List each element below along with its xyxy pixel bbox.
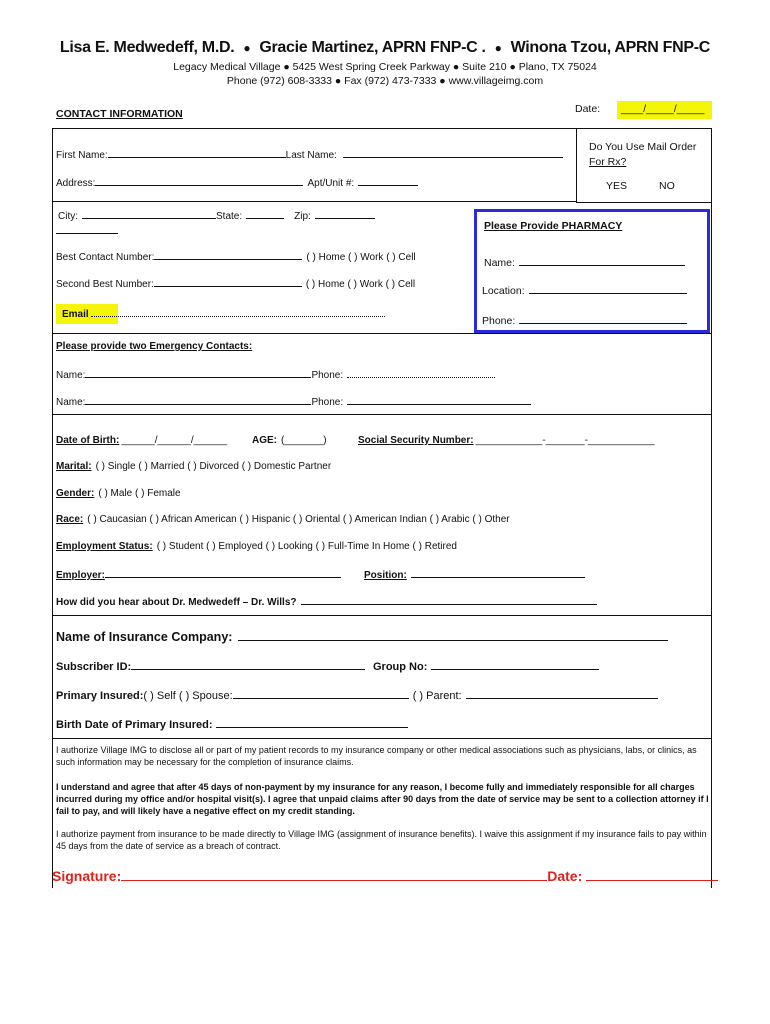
employer-row bbox=[56, 568, 341, 581]
pharmacy-location-row bbox=[482, 284, 687, 297]
zip-label: Zip: bbox=[294, 211, 311, 222]
emergency-phone-label-2: Phone: bbox=[311, 397, 344, 408]
pharmacy-phone-input[interactable] bbox=[519, 314, 687, 324]
border-right bbox=[711, 128, 712, 888]
race-label: Race: bbox=[56, 514, 84, 525]
second-contact-label: Second Best Number: bbox=[56, 279, 154, 290]
apt-label: Apt/Unit #: bbox=[307, 178, 355, 189]
assignment-paragraph: I authorize payment from insurance to be made directly to Village IMG (assignment of insurance benefits). I waive this assignment if my insurance fails to pay within 45 days from the date of service as a breach of contract. bbox=[56, 829, 707, 851]
emergency-name-label-1: Name: bbox=[56, 370, 86, 381]
border-left bbox=[52, 128, 53, 888]
second-contact-input[interactable] bbox=[154, 277, 302, 287]
email-input[interactable] bbox=[91, 307, 385, 317]
provider-name-3: Winona Tzou, APRN FNP-C bbox=[510, 39, 711, 56]
city-cont-input[interactable] bbox=[56, 224, 118, 234]
emergency-row-1 bbox=[56, 368, 495, 381]
mail-order-question-1: Do You Use Mail Order bbox=[589, 141, 697, 153]
best-contact-label: Best Contact Number: bbox=[56, 252, 155, 263]
second-contact-types[interactable]: ( ) Home ( ) Work ( ) Cell bbox=[305, 279, 416, 290]
address-row bbox=[56, 176, 418, 189]
dob-input[interactable]: ______/______/______ bbox=[121, 435, 228, 446]
insurance-company-label: Name of Insurance Company: bbox=[56, 630, 233, 644]
mail-order-question-2: For Rx? bbox=[589, 156, 627, 168]
signature-date-input[interactable] bbox=[586, 868, 718, 881]
date-field[interactable]: ____/_____/_____ bbox=[617, 101, 712, 119]
zip-input[interactable] bbox=[315, 209, 375, 219]
ssn-label: Social Security Number: bbox=[358, 435, 474, 446]
position-label: Position: bbox=[364, 570, 407, 581]
age-label: AGE: bbox=[252, 435, 277, 446]
subscriber-label: Subscriber ID: bbox=[56, 661, 132, 673]
group-input[interactable] bbox=[431, 660, 599, 670]
gender-options[interactable]: ( ) Male ( ) Female bbox=[98, 488, 181, 499]
contact-info-title: CONTACT INFORMATION bbox=[56, 108, 183, 120]
bullet-2: ● bbox=[494, 41, 502, 55]
marital-options[interactable]: ( ) Single ( ) Married ( ) Divorced ( ) Domestic Partner bbox=[95, 461, 332, 472]
dob-row bbox=[56, 435, 227, 446]
group-label: Group No: bbox=[373, 661, 428, 673]
address-label: Address: bbox=[56, 178, 96, 189]
best-contact-input[interactable] bbox=[154, 250, 302, 260]
age-input[interactable]: (_______) bbox=[281, 435, 327, 446]
pharmacy-phone-label: Phone: bbox=[482, 315, 516, 327]
best-contact-row bbox=[56, 250, 416, 263]
email-row bbox=[62, 307, 385, 320]
referral-input[interactable] bbox=[301, 595, 597, 605]
divider-insurance bbox=[52, 738, 712, 739]
pharmacy-phone-row bbox=[482, 314, 687, 327]
primary-self-spouse[interactable]: ( ) Self ( ) Spouse: bbox=[143, 690, 233, 702]
insurance-company-input[interactable] bbox=[238, 629, 668, 641]
race-options[interactable]: ( ) Caucasian ( ) African American ( ) Hispanic ( ) Oriental ( ) American Indian ( ) Arabic ( ) Other bbox=[87, 514, 510, 525]
second-contact-row bbox=[56, 277, 415, 290]
insurance-company-row bbox=[56, 629, 668, 644]
email-label: Email bbox=[62, 309, 89, 320]
pharmacy-title: Please Provide PHARMACY bbox=[484, 220, 623, 232]
provider-names bbox=[0, 39, 770, 57]
emergency-phone-input-2[interactable] bbox=[347, 395, 531, 405]
pharmacy-name-input[interactable] bbox=[519, 256, 685, 266]
emergency-phone-input-1[interactable] bbox=[347, 368, 495, 378]
race-row bbox=[56, 514, 510, 525]
primary-parent[interactable]: ( ) Parent: bbox=[412, 690, 462, 702]
bullet-1: ● bbox=[243, 41, 251, 55]
subscriber-row bbox=[56, 660, 365, 673]
signature-label: Signature: bbox=[52, 868, 122, 884]
first-name-row bbox=[56, 148, 563, 161]
payment-agreement-paragraph: I understand and agree that after 45 days of non-payment by my insurance for any reason, I become fully and immediately responsible for all charges incurred during my office and/or hospital visit(s). I agree that unpaid claims after 90 days from the date of service may be sent to a collection attorney if I fail to pay, and will likely have a negative effect on my credit standing. bbox=[56, 782, 709, 816]
signature-row bbox=[52, 868, 718, 884]
city-cont-row bbox=[56, 224, 118, 237]
emergency-phone-label-1: Phone: bbox=[311, 370, 344, 381]
emergency-name-label-2: Name: bbox=[56, 397, 86, 408]
birth-date-label: Birth Date of Primary Insured: bbox=[56, 719, 213, 731]
emergency-name-input-2[interactable] bbox=[85, 395, 311, 405]
signature-date-label: Date: bbox=[547, 868, 583, 884]
marital-row bbox=[56, 461, 331, 472]
employer-input[interactable] bbox=[105, 568, 341, 578]
best-contact-types[interactable]: ( ) Home ( ) Work ( ) Cell bbox=[306, 252, 416, 263]
age-row bbox=[252, 435, 327, 446]
employment-label: Employment Status: bbox=[56, 541, 153, 552]
mail-order-border-left bbox=[576, 128, 577, 202]
divider-contact bbox=[52, 333, 712, 334]
border-top bbox=[52, 128, 712, 129]
pharmacy-location-label: Location: bbox=[482, 285, 525, 297]
birth-date-input[interactable] bbox=[216, 718, 408, 728]
employer-label: Employer: bbox=[56, 570, 105, 581]
authorization-paragraph: I authorize Village IMG to disclose all or part of my patient records to my insurance company or other medical associations such as physicians, labs, or clinics, as such information may be necessary for the completion of insurance claims. bbox=[56, 745, 697, 767]
subscriber-input[interactable] bbox=[131, 660, 365, 670]
date-label: Date: bbox=[575, 103, 601, 115]
clinic-contact: Phone (972) 608-3333 ● Fax (972) 473-7333 ● www.villageimg.com bbox=[226, 75, 544, 87]
mail-order-border-bottom bbox=[576, 202, 712, 203]
clinic-address: Legacy Medical Village ● 5425 West Spring Creek Parkway ● Suite 210 ● Plano, TX 75024 bbox=[173, 61, 597, 73]
last-name-label: Last Name: bbox=[285, 150, 337, 161]
city-label: City: bbox=[58, 211, 78, 222]
spouse-input[interactable] bbox=[233, 689, 409, 699]
dob-label: Date of Birth: bbox=[56, 435, 120, 446]
position-input[interactable] bbox=[411, 568, 585, 578]
divider-address bbox=[52, 201, 577, 202]
pharmacy-location-input[interactable] bbox=[529, 284, 687, 294]
city-row bbox=[58, 209, 375, 222]
divider-emergency bbox=[52, 414, 712, 415]
employment-options[interactable]: ( ) Student ( ) Employed ( ) Looking ( ) Full-Time In Home ( ) Retired bbox=[156, 541, 457, 552]
divider-demographics bbox=[52, 615, 712, 616]
signature-input[interactable] bbox=[121, 868, 547, 881]
parent-input[interactable] bbox=[466, 689, 658, 699]
gender-label: Gender: bbox=[56, 488, 95, 499]
mail-order-no[interactable]: NO bbox=[659, 180, 675, 192]
birth-date-row bbox=[56, 718, 408, 731]
pharmacy-name-label: Name: bbox=[484, 257, 515, 269]
primary-row bbox=[56, 689, 658, 702]
address-input[interactable] bbox=[95, 176, 303, 186]
primary-label: Primary Insured: bbox=[56, 690, 144, 702]
marital-label: Marital: bbox=[56, 461, 92, 472]
position-row bbox=[364, 568, 585, 581]
ssn-input[interactable]: ____________-_______-____________ bbox=[475, 435, 655, 446]
provider-name-1: Lisa E. Medwedeff, M.D. bbox=[59, 39, 235, 56]
provider-name-2: Gracie Martinez, APRN FNP-C . bbox=[259, 39, 486, 56]
apt-input[interactable] bbox=[358, 176, 418, 186]
emergency-title: Please provide two Emergency Contacts: bbox=[56, 341, 253, 352]
emergency-row-2 bbox=[56, 395, 531, 408]
pharmacy-name-row bbox=[484, 256, 685, 269]
employment-row bbox=[56, 541, 457, 552]
state-input[interactable] bbox=[246, 209, 284, 219]
referral-row bbox=[56, 595, 597, 608]
referral-label: How did you hear about Dr. Medwedeff – Dr. Wills? bbox=[56, 597, 297, 608]
ssn-row bbox=[358, 435, 655, 446]
last-name-input[interactable] bbox=[343, 148, 563, 158]
first-name-label: First Name: bbox=[56, 150, 108, 161]
first-name-input[interactable] bbox=[108, 148, 286, 158]
city-input[interactable] bbox=[82, 209, 216, 219]
group-row bbox=[373, 660, 599, 673]
mail-order-yes[interactable]: YES bbox=[606, 180, 628, 192]
emergency-name-input-1[interactable] bbox=[85, 368, 311, 378]
state-label: State: bbox=[216, 211, 243, 222]
gender-row bbox=[56, 488, 181, 499]
